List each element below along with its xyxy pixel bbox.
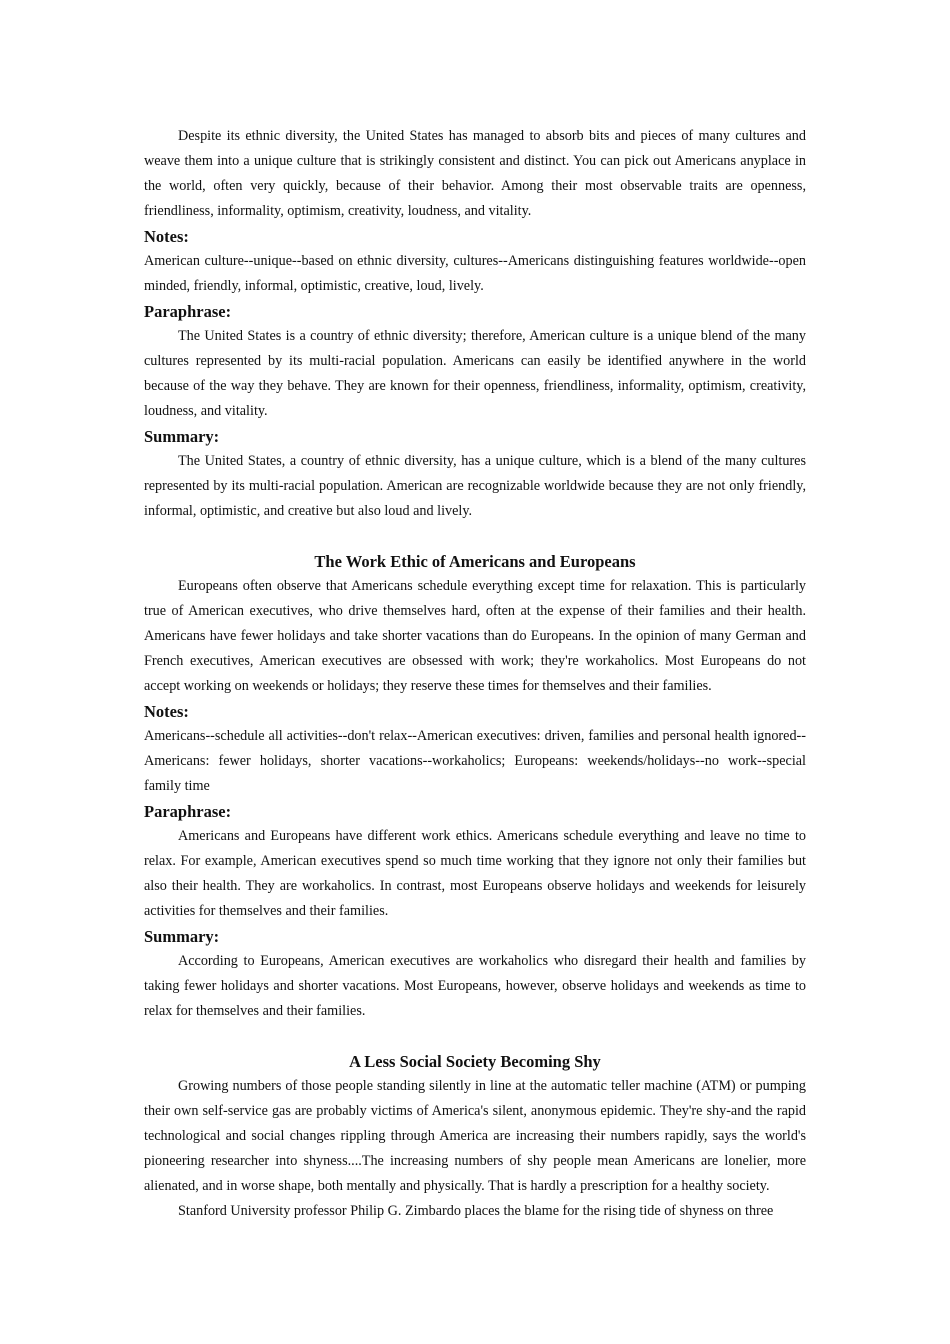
section2-summary: According to Europeans, American executives are workaholics who disregard their health and families by taking fewer holidays and shorter vacations. Most Europeans, however, observe holidays and weekends as time to relax for themselves and their families. xyxy=(144,953,806,1019)
section3-paragraph-2: Stanford University professor Philip G. Zimbardo places the blame for the rising tide of shyness on three xyxy=(178,1203,774,1219)
section1-paraphrase-label: Paraphrase: xyxy=(144,302,232,321)
section1-notes-label: Notes: xyxy=(144,227,189,246)
section2-summary-label: Summary: xyxy=(144,927,220,946)
section1-summary: The United States, a country of ethnic diversity, has a unique culture, which is a blend of the many cultures represented by its multi-racial population. American are recognizable worldwide because they are not only friendly, informal, optimistic, and creative but also loud and lively. xyxy=(144,453,806,519)
section1-passage: Despite its ethnic diversity, the United States has managed to absorb bits and pieces of many cultures and weave them into a unique culture that is strikingly consistent and distinct. You can pick out Americans anyplace in the world, often very quickly, because of their behavior. Among their most observable traits are openness, friendliness, informality, optimism, creativity, loudness, and vitality. xyxy=(144,128,806,219)
section2-paraphrase: Americans and Europeans have different work ethics. Americans schedule everything and leave no time to relax. For example, American executives spend so much time working that they ignore not only their families but also their health. They are workaholics. In contrast, most Europeans observe holidays and weekends for leisurely activities for themselves and their families. xyxy=(144,828,806,919)
section2-notes-label: Notes: xyxy=(144,702,189,721)
section1-paraphrase: The United States is a country of ethnic diversity; therefore, American culture is a unique blend of the many cultures represented by its multi-racial population. Americans can easily be identified anywhere in the world because of the way they behave. They are known for their openness, friendliness, informality, optimism, creativity, loudness, and vitality. xyxy=(144,328,806,419)
section2-paraphrase-label: Paraphrase: xyxy=(144,802,232,821)
section3-title: A Less Social Society Becoming Shy xyxy=(349,1052,601,1071)
section2-notes: Americans--schedule all activities--don't relax--American executives: driven, families and personal health ignored--Americans: fewer holidays, shorter vacations--workaholics; Europeans: weekends/holidays--no work--special family time xyxy=(144,728,806,794)
section1-summary-label: Summary: xyxy=(144,427,220,446)
section1-notes: American culture--unique--based on ethnic diversity, cultures--Americans distinguishing features worldwide--open minded, friendly, informal, optimistic, creative, loud, lively. xyxy=(144,253,806,294)
section-spacer xyxy=(144,524,806,549)
document-page xyxy=(144,124,806,1224)
section3-paragraph-1: Growing numbers of those people standing silently in line at the automatic teller machine (ATM) or pumping their own self-service gas are probably victims of America's silent, anonymous epidemic. They're shy-and the rapid technological and social changes rippling through America are increasing their numbers rapidly, says the world's pioneering researcher into shyness....The increasing numbers of shy people mean Americans are lonelier, more alienated, and in worse shape, both mentally and physically. That is hardly a prescription for a healthy society. xyxy=(144,1078,806,1194)
section2-passage: Europeans often observe that Americans schedule everything except time for relaxation. This is particularly true of American executives, who drive themselves hard, often at the expense of their families and their health. Americans have fewer holidays and take shorter vacations than do Europeans. In the opinion of many German and French executives, American executives are obsessed with work; they're workaholics. Most Europeans do not accept working on weekends or holidays; they reserve these times for themselves and their families. xyxy=(144,578,806,694)
section-spacer xyxy=(144,1024,806,1049)
section2-title: The Work Ethic of Americans and Europeans xyxy=(314,552,636,571)
